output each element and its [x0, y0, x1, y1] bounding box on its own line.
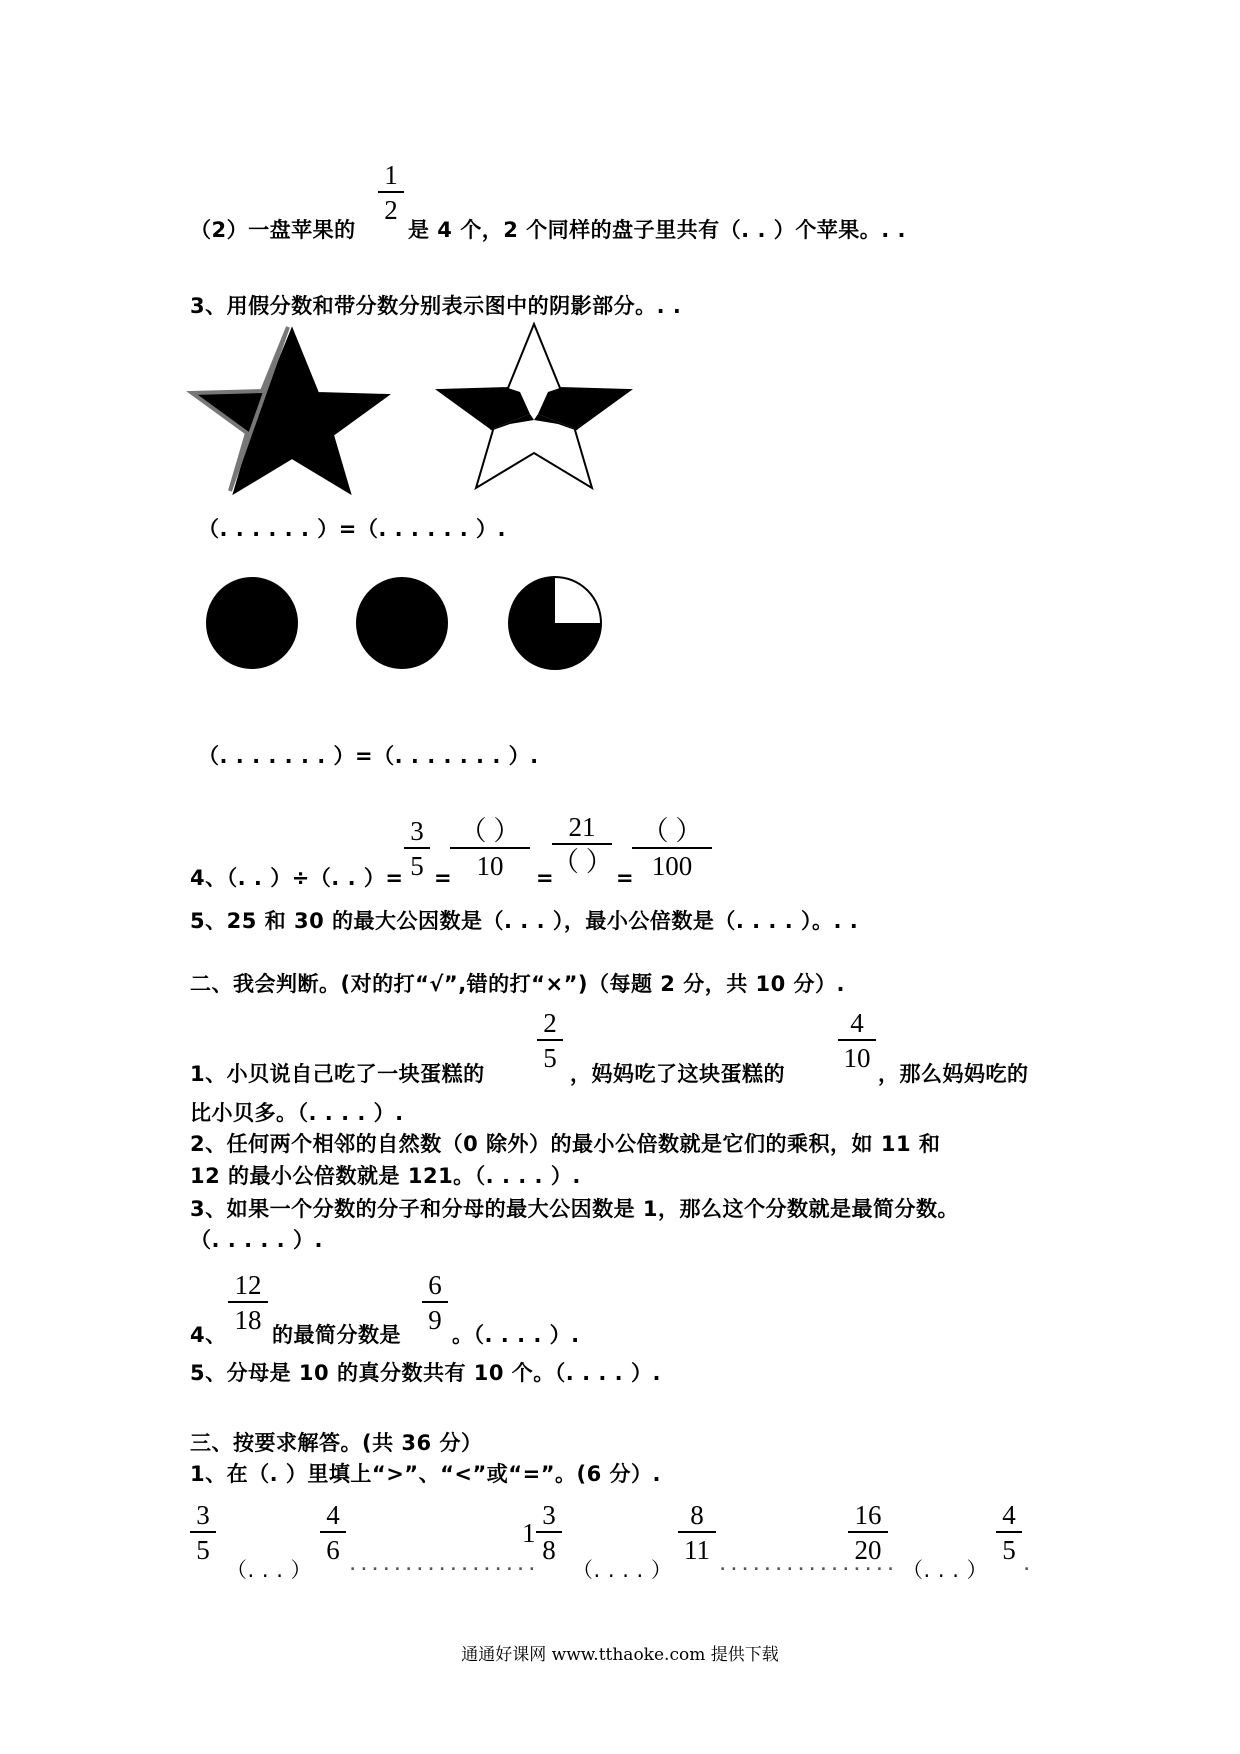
- fraction-numerator: 16: [854, 1500, 882, 1530]
- compare-3-trail: .: [1024, 1558, 1030, 1574]
- compare-2-trail: . . . . . . . . . . . . . . . .: [720, 1558, 894, 1574]
- fraction-denominator: 9: [428, 1305, 442, 1335]
- fraction-denominator: 10: [843, 1043, 871, 1073]
- q1-4-equals-3: =: [616, 866, 635, 890]
- fraction-denominator: 5: [1002, 1535, 1016, 1565]
- fraction-numerator: 6: [428, 1270, 442, 1300]
- fraction-denominator: 8: [542, 1535, 556, 1565]
- fraction-denominator: 10: [476, 851, 504, 881]
- q2-4-suffix: 。（. . . . ）.: [452, 1323, 580, 1347]
- section3-heading: 三、按要求解答。(共 36 分）: [190, 1431, 483, 1455]
- q2-1-fraction-1: [537, 1008, 563, 1073]
- fraction-denominator: 20: [854, 1535, 882, 1565]
- fraction-numerator: 4: [326, 1500, 340, 1530]
- fraction-denominator: 5: [410, 851, 424, 881]
- q1-4-equals-1: =: [434, 866, 453, 890]
- q2-4-fraction-2: [422, 1270, 448, 1335]
- fraction-denominator: （ ）: [552, 847, 613, 877]
- fraction-denominator: 2: [384, 195, 398, 225]
- q2-2-line1: 2、任何两个相邻的自然数（0 除外）的最小公倍数就是它们的乘积，如 11 和: [190, 1132, 941, 1156]
- q3-1-text: 1、在（. ）里填上“>”、“<”或“=”。(6 分）.: [190, 1462, 661, 1486]
- compare-3-blank[interactable]: （. . . ）: [902, 1558, 989, 1582]
- q2-4-prefix: 4、: [190, 1323, 227, 1347]
- q2-5-text: 5、分母是 10 的真分数共有 10 个。（. . . . ）.: [190, 1361, 661, 1385]
- q1-5-text: 5、25 和 30 的最大公因数是（. . . ），最小公倍数是（. . . . ）。. .: [190, 909, 859, 933]
- compare-2-right-fraction: [678, 1500, 716, 1565]
- fraction-numerator: （ ）: [641, 816, 703, 846]
- fraction-numerator: 4: [1002, 1500, 1016, 1530]
- compare-3-right-fraction: [996, 1500, 1022, 1565]
- compare-1-blank[interactable]: （. . . ）: [226, 1558, 313, 1582]
- q2-1-fraction-2: [838, 1008, 876, 1073]
- fraction-denominator: 100: [651, 851, 693, 881]
- fraction-numerator: 8: [690, 1500, 704, 1530]
- section2-heading: 二、我会判断。(对的打“√”,错的打“×”)（每题 2 分，共 10 分）.: [190, 972, 846, 996]
- q2-4-fraction-1: [228, 1270, 268, 1335]
- compare-2-whole-number: 1: [522, 1518, 536, 1548]
- fraction-denominator: 6: [326, 1535, 340, 1565]
- fraction-numerator: 3: [542, 1500, 556, 1530]
- q1-4-prefix: 4、（. . ）÷（. . ）=: [190, 866, 404, 890]
- fraction-numerator: 4: [850, 1008, 864, 1038]
- fraction-numerator: 3: [410, 816, 424, 846]
- fraction-numerator: 21: [568, 812, 596, 842]
- q2-4-mid: 的最简分数是: [272, 1323, 401, 1347]
- q1-4-equals-2: =: [536, 866, 555, 890]
- fraction-numerator: 12: [234, 1270, 262, 1300]
- q2-1-line2: 比小贝多。（. . . . ）.: [190, 1101, 404, 1125]
- q1-4-fraction-1: [404, 816, 430, 881]
- compare-2-left-fraction: [536, 1500, 562, 1565]
- compare-1-right-fraction: [320, 1500, 346, 1565]
- q1-2-suffix: 是 4 个，2 个同样的盘子里共有（. . ）个苹果。. .: [408, 218, 906, 242]
- star-full-shaded-figure: [188, 325, 398, 495]
- q2-1-mid: ，妈妈吃了这块蛋糕的: [570, 1062, 785, 1086]
- compare-3-left-fraction: [848, 1500, 888, 1565]
- page-footer: 通通好课网 www.tthaoke.com 提供下载: [461, 1645, 779, 1665]
- fraction-numerator: （ ）: [459, 816, 521, 846]
- q1-3-answer-line-circles: （. . . . . . . ）=（. . . . . . . ）.: [198, 744, 539, 768]
- fraction-denominator: 5: [543, 1043, 557, 1073]
- fraction-numerator: 1: [384, 160, 398, 190]
- q2-1-suffix: ，那么妈妈吃的: [878, 1062, 1029, 1086]
- q1-2-prefix: （2）一盘苹果的: [190, 218, 356, 242]
- q2-3-line1: 3、如果一个分数的分子和分母的最大公因数是 1，那么这个分数就是最简分数。: [190, 1197, 960, 1221]
- star-partial-shaded-figure: [430, 320, 640, 495]
- fraction-numerator: 2: [543, 1008, 557, 1038]
- q1-4-fraction-2: [450, 816, 530, 881]
- q1-4-fraction-3: [552, 812, 612, 877]
- q1-4-fraction-4: [632, 816, 712, 881]
- compare-1-left-fraction: [190, 1500, 216, 1565]
- q2-3-line2: （. . . . . ）.: [190, 1228, 323, 1252]
- circles-shaded-figure: [205, 575, 605, 675]
- fraction-denominator: 18: [234, 1305, 262, 1335]
- fraction-numerator: 3: [196, 1500, 210, 1530]
- q1-2-fraction: [378, 160, 404, 225]
- q2-2-line2: 12 的最小公倍数就是 121。（. . . . ）.: [190, 1164, 581, 1188]
- q1-3-text: 3、用假分数和带分数分别表示图中的阴影部分。. .: [190, 294, 682, 318]
- q1-3-answer-line-stars: （. . . . . . ）=（. . . . . . ）.: [198, 517, 507, 541]
- compare-2-blank[interactable]: （. . . . ）: [572, 1558, 673, 1582]
- compare-1-trail: . . . . . . . . . . . . . . . . .: [350, 1558, 535, 1574]
- fraction-denominator: 11: [684, 1535, 710, 1565]
- fraction-denominator: 5: [196, 1535, 210, 1565]
- q2-1-prefix: 1、小贝说自己吃了一块蛋糕的: [190, 1062, 485, 1086]
